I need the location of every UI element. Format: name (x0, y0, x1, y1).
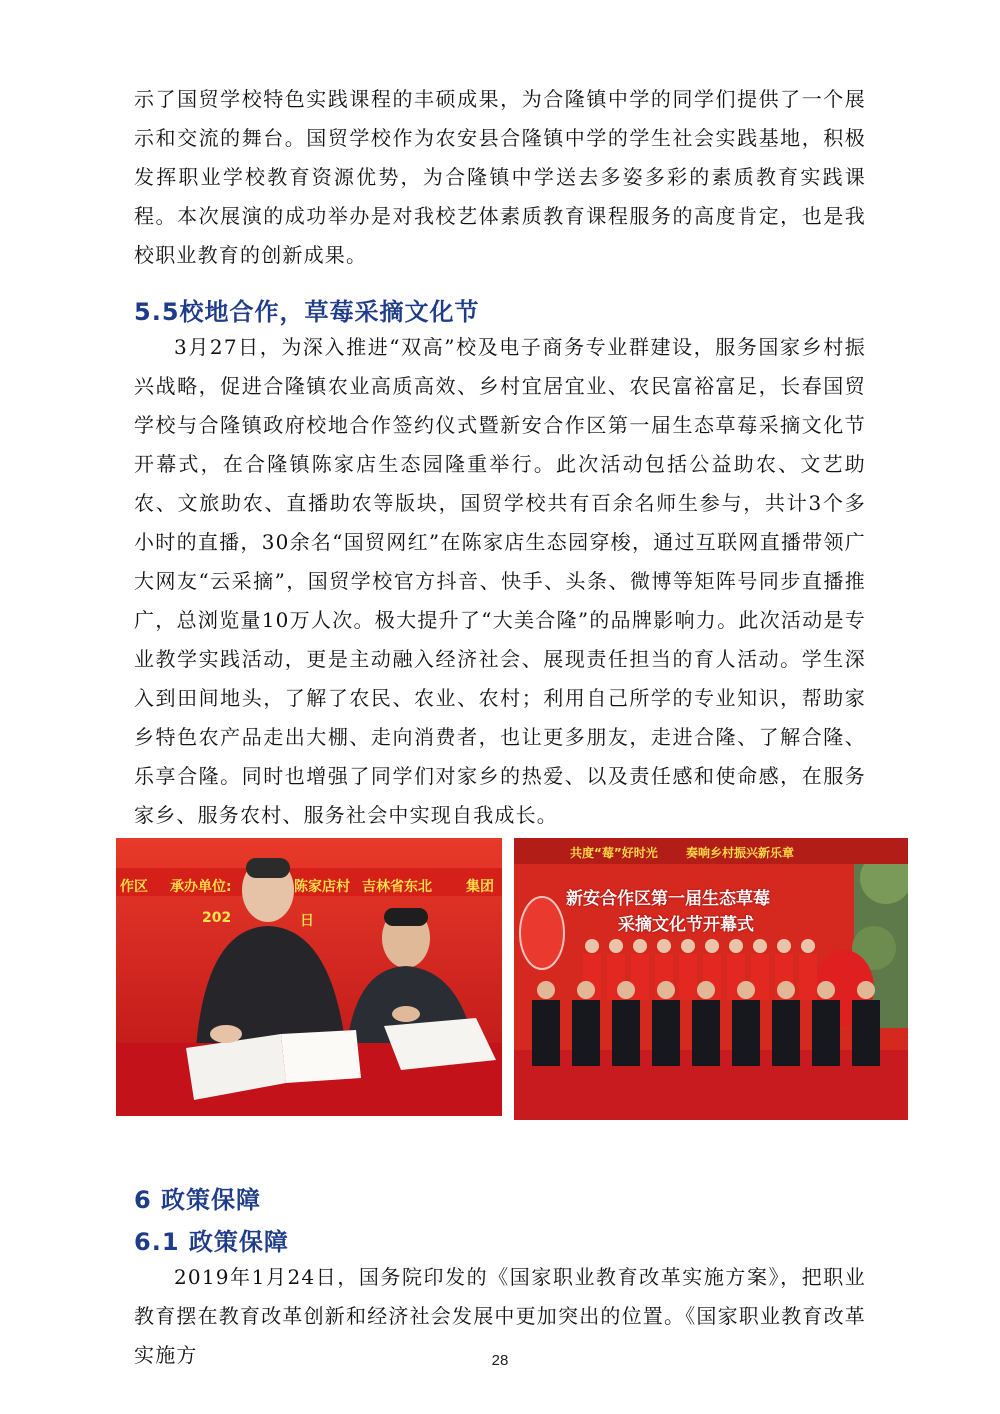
boy-figure-body (652, 1000, 680, 1066)
boy-figure-body (572, 1000, 600, 1066)
girl-figure-head (729, 939, 743, 953)
girl-figure-head (609, 939, 623, 953)
banner-text-village: 陈家店村 (294, 879, 350, 895)
girl-figure-body (679, 954, 697, 1000)
section-6-1-paragraph: 2019年1月24日，国务院印发的《国家职业教育改革实施方案》，把职业教育摆在教育改革创新和经济社会发展中更加突出的位置。《国家职业教育改革实施方 (134, 1265, 866, 1367)
banner-text-company: 吉林省东北 (362, 879, 432, 895)
boy-figure-body (612, 1000, 640, 1066)
boy-figure-head (657, 981, 675, 999)
section-6-heading: 6 政策保障 (134, 1186, 262, 1214)
boy-figure-body (532, 1000, 560, 1066)
boy-figure-head (777, 981, 795, 999)
boy-figure-body (812, 1000, 840, 1066)
boy-figure-body (732, 1000, 760, 1066)
opening-ceremony-photo (514, 838, 908, 1120)
girl-figure-body (799, 954, 817, 1000)
boy-figure-head (857, 981, 875, 999)
signing-ceremony-photo (116, 838, 502, 1116)
ceremony-title-line-2: 采摘文化节开幕式 (618, 915, 754, 935)
girl-figure-head (801, 939, 815, 953)
banner-text-organizer: 承办单位: (170, 879, 232, 895)
girl-figure-head (681, 939, 695, 953)
top-banner-text-1: 共度“莓”好时光 (570, 846, 658, 860)
boy-figure-body (852, 1000, 880, 1066)
girl-figure-head (657, 939, 671, 953)
girl-figure-head (753, 939, 767, 953)
boy-figure-head (537, 981, 555, 999)
boy-figure-head (697, 981, 715, 999)
section-5-5-heading: 5.5校地合作，草莓采摘文化节 (134, 298, 480, 326)
girl-figure-head (633, 939, 647, 953)
boy-figure-head (817, 981, 835, 999)
girl-figure-head (705, 939, 719, 953)
banner-text-left: 作区 (120, 879, 148, 895)
continuation-paragraph: 示了国贸学校特色实践课程的丰硕成果，为合隆镇中学的同学们提供了一个展示和交流的舞台。国贸学校作为农安县合隆镇中学的学生社会实践基地，积极发挥职业学校教育资源优势，为合隆镇中学送去多姿多彩的素质教育实践课程。本次展演的成功举办是对我校艺体素质教育课程服务的高度肯定，也是我校职业教育的创新成果。 (134, 87, 866, 267)
section-6-1-heading: 6.1 政策保障 (134, 1228, 289, 1256)
boy-figure-head (577, 981, 595, 999)
section-5-5-paragraph: 3月27日，为深入推进“双高”校及电子商务专业群建设，服务国家乡村振兴战略，促进合隆镇农业高质高效、乡村宜居宜业、农民富裕富足，长春国贸学校与合隆镇政府校地合作签约仪式暨新安合作区第一届生态草莓采摘文化节开幕式，在合隆镇陈家店生态园隆重举行。此次活动包括公益助农、文艺助农、文旅助农、直播助农等版块，国贸学校共有百余名师生参与，共计3个多小时的直播，30余名“国贸网红”在陈家店生态园穿梭，通过互联网直播带领广大网友“云采摘”，国贸学校官方抖音、快手、头条、微博等矩阵号同步直播推广，总浏览量10万人次。极大提升了“大美合隆”的品牌影响力。此次活动是专业教学实践活动，更是主动融入经济社会、展现责任担当的育人活动。学生深入到田间地头，了解了农民、农业、农村；利用自己所学的专业知识，帮助家乡特色农产品走出大棚、走向消费者，也让更多朋友，走进合隆、了解合隆、乐享合隆。同时也增强了同学们对家乡的热爱、以及责任感和使命感，在服务家乡、服务农村、服务社会中实现自我成长。 (134, 335, 866, 827)
banner-text-group: 集团 (466, 879, 494, 895)
opening-ceremony-illustration (514, 838, 908, 1120)
girl-figure-head (777, 939, 791, 953)
boy-figure-head (737, 981, 755, 999)
girl-figure-head (585, 939, 599, 953)
page-number: 28 (491, 1352, 509, 1369)
ceremony-title-line-1: 新安合作区第一届生态草莓 (566, 889, 770, 909)
top-banner-text-2: 奏响乡村振兴新乐章 (686, 846, 795, 860)
banner-text-date-end: 日 (300, 913, 314, 929)
banner-text-date: 202 (202, 910, 232, 926)
boy-figure-head (617, 981, 635, 999)
boy-figure-body (772, 1000, 800, 1066)
boy-figure-body (692, 1000, 720, 1066)
